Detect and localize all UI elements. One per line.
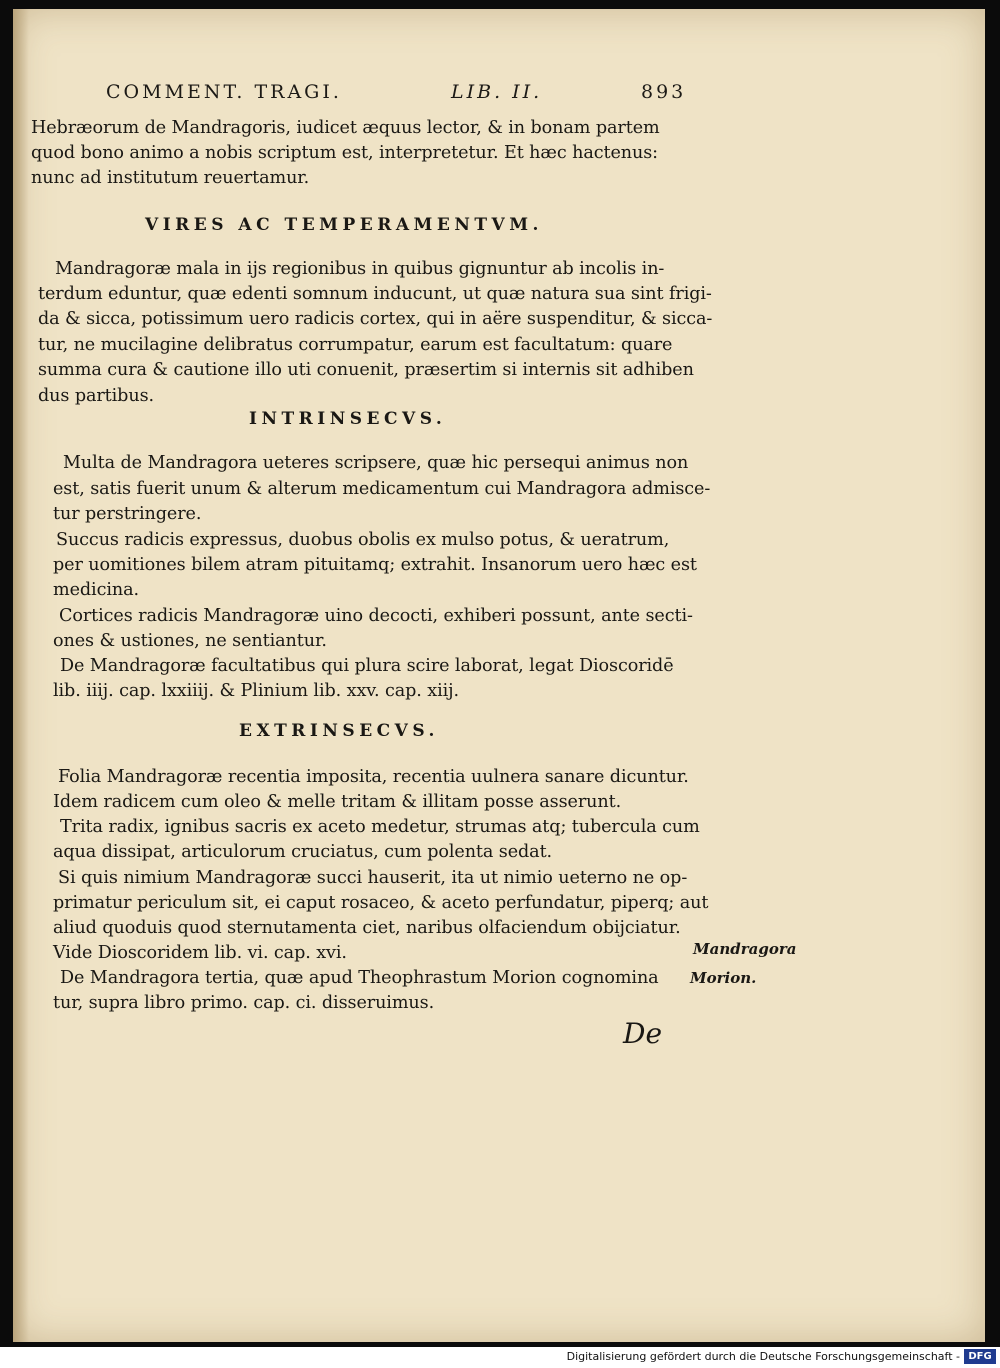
text-line: medicina.	[53, 580, 139, 600]
text-line: aqua dissipat, articulorum cruciatus, cum polenta sedat.	[53, 842, 553, 862]
text-line: De Mandragora tertia, quæ apud Theophrastum Morion cognomina	[60, 968, 659, 988]
section-heading-vires: VIRES AC TEMPERAMENTVM.	[145, 215, 543, 235]
text-line: dus partibus.	[38, 386, 154, 406]
text-line: ones & ustiones, ne sentiantur.	[53, 631, 327, 651]
text-line: Si quis nimium Mandragoræ succi hauserit, ita ut nimio ueterno ne op-	[58, 868, 688, 888]
book-page	[13, 9, 985, 1342]
text-line: De Mandragoræ facultatibus qui plura scire laborat, legat Dioscoridē	[60, 656, 674, 676]
section-heading-intrinsecus: INTRINSECVS.	[249, 409, 447, 429]
footer-bar	[0, 1347, 1000, 1368]
text-line: Trita radix, ignibus sacris ex aceto medetur, strumas atq; tubercula cum	[60, 817, 700, 837]
marginal-note: Morion.	[690, 969, 757, 987]
text-line: Idem radicem cum oleo & melle tritam & illitam posse asserunt.	[53, 792, 622, 812]
header-title: COMMENT. TRAGI.	[106, 81, 342, 103]
text-line: Hebræorum de Mandragoris, iudicet æquus lector, & in bonam partem	[31, 118, 660, 138]
dfg-logo-icon: DFG	[964, 1349, 996, 1364]
text-line: per uomitiones bilem atram pituitamq; extrahit. Insanorum uero hæc est	[53, 555, 697, 575]
text-line: tur perstringere.	[53, 504, 202, 524]
text-line: Cortices radicis Mandragoræ uino decocti, exhiberi possunt, ante secti-	[59, 606, 693, 626]
text-line: Mandragoræ mala in ijs regionibus in quibus gignuntur ab incolis in-	[55, 259, 665, 279]
text-line: aliud quoduis quod sternutamenta ciet, naribus olfaciendum obijciatur.	[53, 918, 681, 938]
text-line: Folia Mandragoræ recentia imposita, recentia uulnera sanare dicuntur.	[58, 767, 689, 787]
text-line: da & sicca, potissimum uero radicis cortex, qui in aëre suspenditur, & sicca-	[38, 309, 713, 329]
footer-credit: Digitalisierung gefördert durch die Deutsche Forschungsgemeinschaft -	[566, 1350, 960, 1363]
text-line: Multa de Mandragora ueteres scripsere, quæ hic persequi animus non	[63, 453, 689, 473]
text-line: est, satis fuerit unum & alterum medicamentum cui Mandragora admisce-	[53, 479, 711, 499]
text-line: terdum eduntur, quæ edenti somnum inducunt, ut quæ natura sua sint frigi-	[38, 284, 712, 304]
catchword: De	[623, 1017, 663, 1050]
text-line: lib. iiij. cap. lxxiiij. & Plinium lib. xxv. cap. xiij.	[53, 681, 460, 701]
text-line: Vide Dioscoridem lib. vi. cap. xvi.	[53, 943, 347, 963]
header-book: LIB. II.	[451, 81, 543, 103]
text-line: summa cura & cautione illo uti conuenit, præsertim si internis sit adhiben	[38, 360, 694, 380]
text-line: nunc ad institutum reuertamur.	[31, 168, 310, 188]
text-line: tur, supra libro primo. cap. ci. disseruimus.	[53, 993, 435, 1013]
page-number: 893	[641, 81, 687, 103]
running-header	[106, 81, 687, 111]
text-line: primatur periculum sit, ei caput rosaceo, & aceto perfundatur, piperq; aut	[53, 893, 709, 913]
text-line: Succus radicis expressus, duobus obolis ex mulso potus, & ueratrum,	[56, 530, 670, 550]
section-heading-extrinsecus: EXTRINSECVS.	[239, 721, 439, 741]
text-line: tur, ne mucilagine delibratus corrumpatur, earum est facultatum: quare	[38, 335, 673, 355]
text-line: quod bono animo a nobis scriptum est, interpretetur. Et hæc hactenus:	[31, 143, 658, 163]
marginal-note: Mandragora	[693, 940, 797, 958]
